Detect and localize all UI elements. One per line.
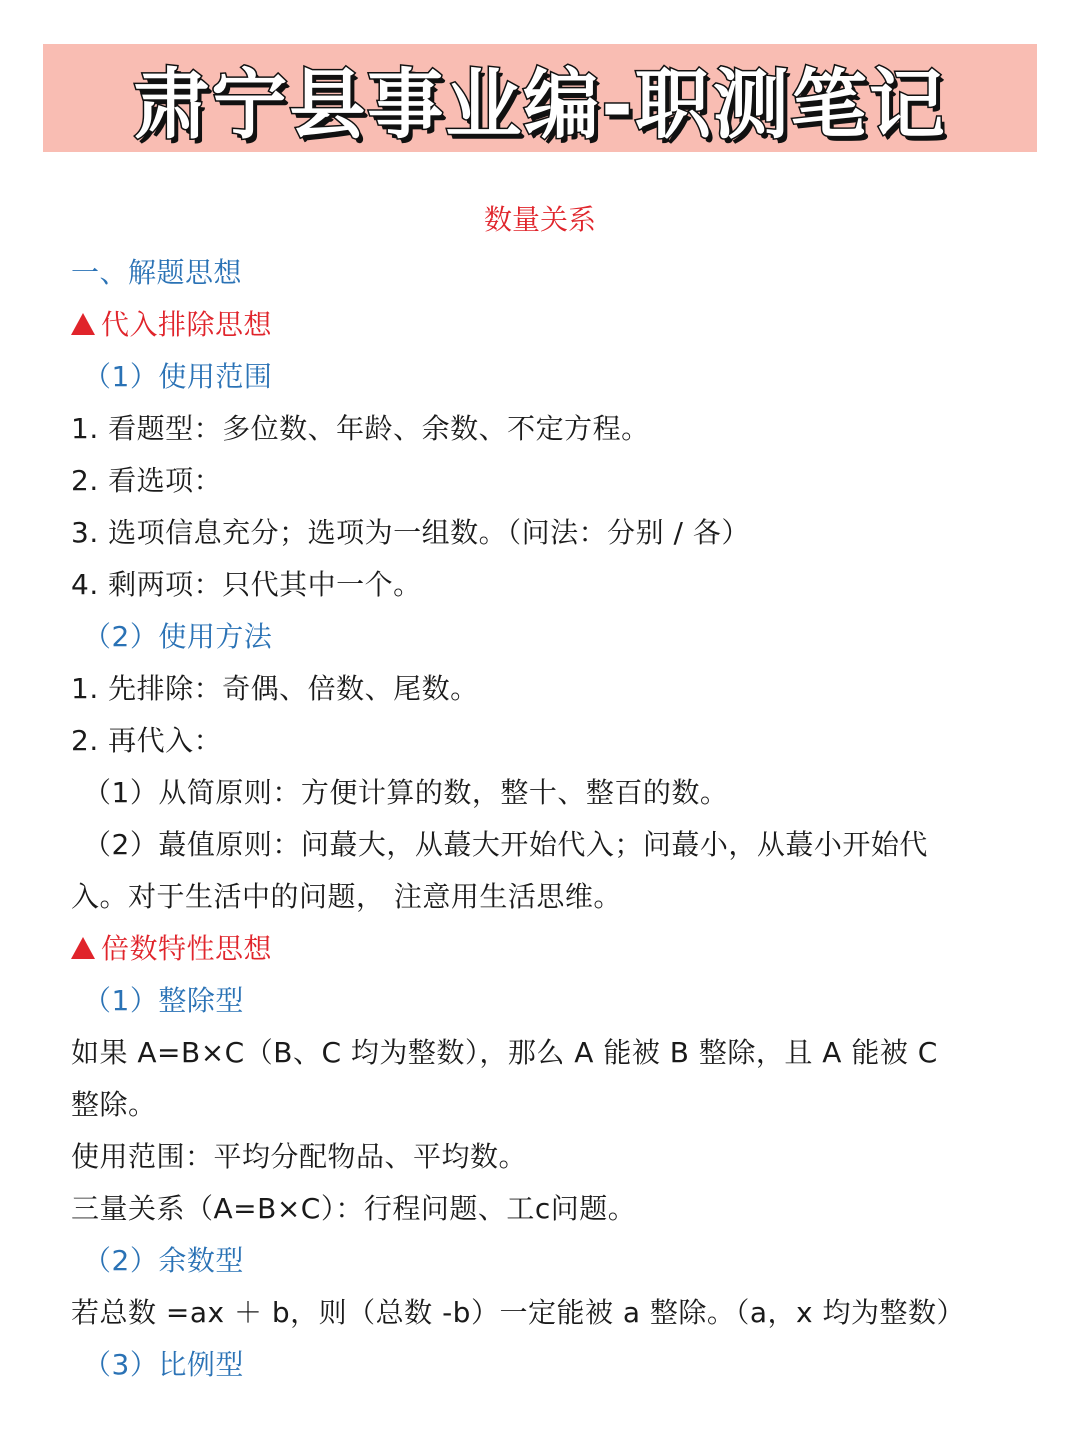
detail-item: （2）蕞值原则：问蕞大，从蕞大开始代入；问蕞小，从蕞小开始代 [83, 828, 928, 861]
paragraph-continuation: 整除。 [71, 1088, 157, 1121]
subheading-scope: （1）使用范围 [83, 360, 273, 393]
list-item: 1. 先排除：奇偶、倍数、尾数。 [71, 672, 479, 705]
list-item: 1. 看题型：多位数、年龄、余数、不定方程。 [71, 412, 650, 445]
list-item: 2. 看选项： [71, 464, 223, 497]
subheading-divisible: （1）整除型 [83, 984, 244, 1017]
block-heading-label: 倍数特性思想 [101, 932, 273, 965]
paragraph: 若总数 =ax ＋ b，则（总数 -b）一定能被 a 整除。（a，x 均为整数） [71, 1296, 966, 1329]
block-heading-multiples [71, 923, 1011, 975]
list-item: 3. 选项信息充分；选项为一组数。（问法：分别 / 各） [71, 516, 750, 549]
detail-item: （1）从简原则：方便计算的数，整十、整百的数。 [83, 776, 729, 809]
block-heading-label: 代入排除思想 [101, 308, 273, 341]
paragraph: 使用范围：平均分配物品、平均数。 [71, 1140, 528, 1173]
section-heading-solving-ideas: 一、解题思想 [71, 256, 243, 289]
block-heading-substitution [71, 299, 1011, 351]
paragraph: 如果 A=B×C（B、C 均为整数），那么 A 能被 B 整除，且 A 能被 C [71, 1036, 938, 1069]
notes-content [71, 247, 1011, 1391]
page-title: 肃宁县事业编-职测笔记 [133, 59, 947, 149]
subheading-ratio: （3）比例型 [83, 1348, 244, 1381]
triangle-icon [71, 313, 95, 335]
list-item: 4. 剩两项：只代其中一个。 [71, 568, 422, 601]
subtitle: 数量关系 [483, 203, 596, 236]
subheading-method: （2）使用方法 [83, 620, 273, 653]
subheading-remainder: （2）余数型 [83, 1244, 244, 1277]
paragraph: 三量关系（A=B×C）：行程问题、工c问题。 [71, 1192, 637, 1225]
title-banner [43, 44, 1037, 152]
detail-item-continuation: 入。对于生活中的问题， 注意用生活思维。 [71, 880, 622, 913]
triangle-icon [71, 937, 95, 959]
list-item: 2. 再代入： [71, 724, 223, 757]
